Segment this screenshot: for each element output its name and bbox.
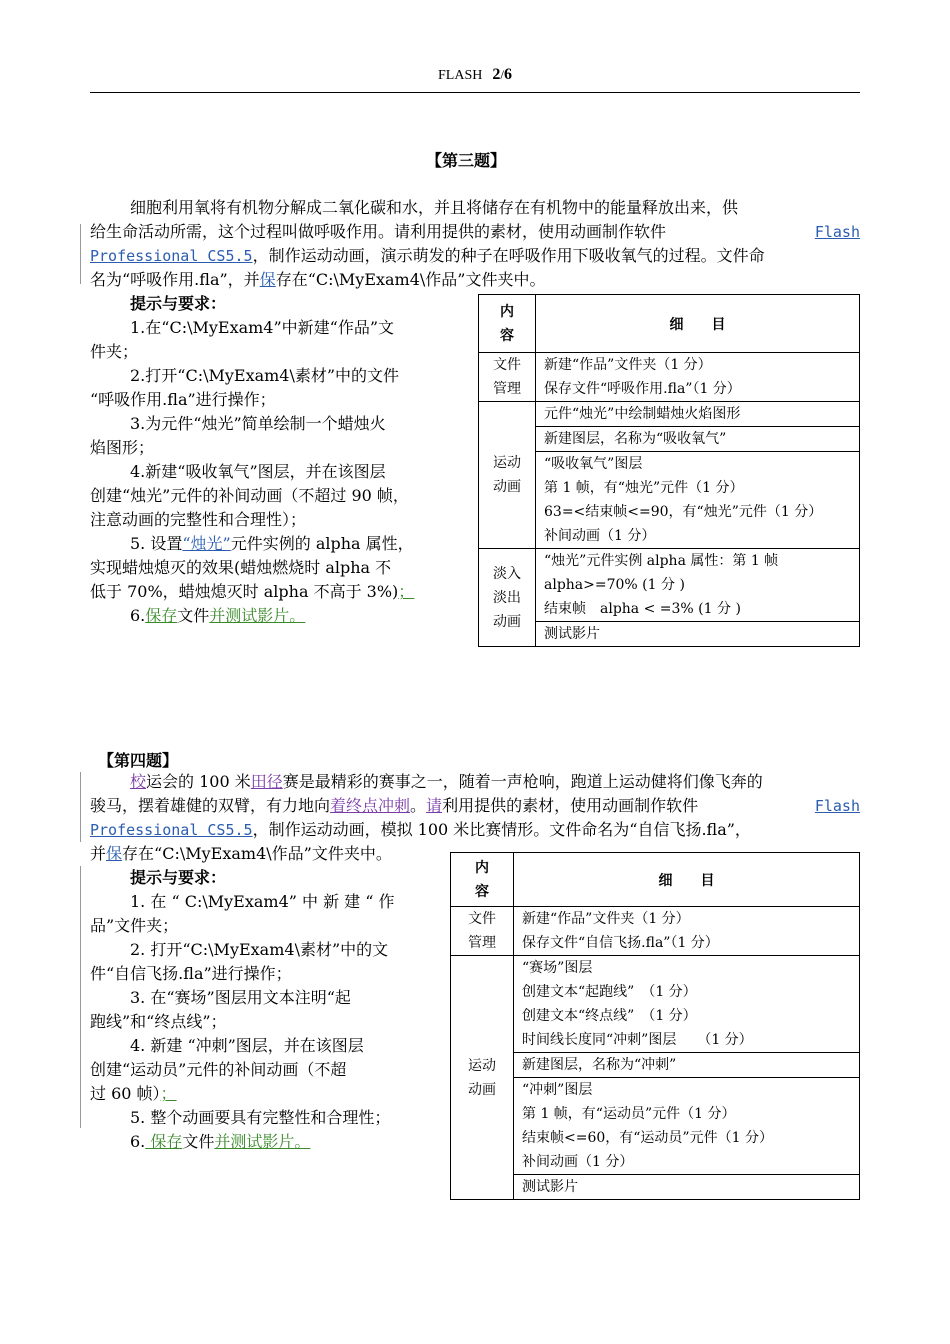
q4-intro-text: 存在“C:\MyExam4\作品”文件夹中。 [122, 844, 392, 863]
table-header-row [479, 295, 860, 353]
row-detail [536, 353, 860, 402]
row-label [479, 402, 536, 549]
q3-intro [90, 196, 860, 292]
label-text: 文件 [493, 357, 521, 373]
req-line: 4.新建“吸收氧气”图层，并在该图层 [130, 462, 386, 481]
header-label: FLASH [438, 68, 483, 83]
detail-line: 补间动画（1 分） [522, 1154, 634, 1170]
row-detail [536, 427, 860, 452]
req-text: 过 60 帧） [90, 1084, 161, 1103]
inserted-text: 保存 [145, 606, 178, 625]
row-detail [514, 1053, 860, 1078]
label-text: 动画 [468, 1081, 496, 1098]
edited-text: 着终点冲刺 [330, 796, 411, 815]
req-line: 注意动画的完整性和合理性）； [90, 510, 307, 529]
inserted-text: 并测试影片。 [209, 606, 306, 625]
req-line: 件“自信飞扬.fla”进行操作； [90, 964, 292, 983]
q4-intro-line [90, 794, 860, 818]
q3-intro-text: 存在“C:\MyExam4\作品”文件夹中。 [275, 270, 546, 289]
req-line: 1.在“C:\MyExam4”中新建“作品”文 [130, 318, 395, 337]
req-line: “呼吸作用.fla”进行操作； [90, 390, 276, 409]
label-text: 文件 [468, 911, 496, 927]
inserted-text: 并测试影片。 [214, 1132, 311, 1151]
req-line: 创建“烛光”元件的补间动画（不超过 90 帧， [90, 486, 409, 505]
edited-text: 校 [130, 772, 147, 791]
table-row [479, 452, 860, 549]
flash-professional-link[interactable]: Professional CS5.5 [90, 821, 253, 839]
q3-intro-line [90, 220, 860, 244]
req-line [90, 532, 470, 556]
label-text: 动画 [493, 613, 521, 630]
q3-intro-line [90, 268, 860, 292]
q4-intro-text: 利用提供的素材，使用动画制作软件 [442, 796, 699, 815]
detail-line: 新建图层，名称为“吸收氧气” [544, 431, 727, 447]
row-detail [536, 549, 860, 622]
detail-line: 时间线长度同“冲刺”图层 （1 分） [522, 1032, 753, 1048]
row-detail [514, 1078, 860, 1175]
row-detail [536, 452, 860, 549]
detail-line: 63=<结束帧<=90，有“烛光”元件（1 分） [544, 504, 823, 520]
q4-intro-text: 骏马，摆着雄健的双臂，有力地向 [90, 796, 331, 815]
revision-bar [80, 866, 81, 1128]
detail-line: 新建图层，名称为“冲刺” [522, 1057, 677, 1073]
row-detail [536, 622, 860, 647]
q4-scoring-table [450, 852, 860, 1200]
row-label [451, 907, 514, 956]
detail-line: “冲刺”图层 [522, 1082, 593, 1098]
label-text: 运动 [493, 455, 521, 471]
revision-bar [80, 224, 81, 284]
req-text: 6. [130, 1132, 146, 1151]
detail-line: 第 1 帧，有“运动员”元件（1 分） [522, 1106, 736, 1122]
detail-line: “烛光”元件实例 alpha 属性：第 1 帧 [544, 553, 779, 569]
req-line: 焰图形； [90, 438, 155, 457]
revision-bar [80, 772, 81, 842]
page-number: 2 [492, 66, 501, 83]
req-line [90, 1082, 440, 1106]
req-line: 跑线”和“终点线”； [90, 1012, 227, 1031]
flash-professional-link[interactable]: Professional CS5.5 [90, 247, 253, 265]
table-header-row [451, 853, 860, 907]
q3-requirements [90, 292, 470, 628]
label-text: 淡出 [493, 589, 521, 606]
table-row [451, 956, 860, 1053]
q3-intro-line [90, 244, 860, 268]
row-detail [514, 907, 860, 956]
req-line: 3.为元件“烛光”简单绘制一个蜡烛火 [130, 414, 386, 433]
detail-line: alpha>=70% (1 分 ) [544, 577, 685, 593]
detail-line: “吸收氧气”图层 [544, 456, 643, 472]
page-total: 6 [503, 66, 512, 83]
req-line [90, 580, 470, 604]
table-header-detail: 细 目 [514, 853, 860, 907]
req-line: 4. 新建 “冲刺”图层，并在该图层 [130, 1036, 364, 1055]
row-detail [514, 1175, 860, 1200]
req-line: 1. 在 “ C:\MyExam4” 中 新 建 “ 作 [130, 892, 395, 911]
table-row [479, 622, 860, 647]
detail-line: 结束帧 alpha < =3% (1 分 ) [544, 601, 741, 617]
detail-line: 保存文件“自信飞扬.fla”（1 分） [522, 935, 719, 951]
req-text: 低于 70%，蜡烛熄灭时 alpha 不高于 3%) [90, 582, 399, 601]
edited-text: 田径 [250, 772, 283, 791]
req-text: 文件 [177, 606, 210, 625]
inserted-text: ； [160, 1084, 177, 1103]
header-text: 内 [475, 859, 489, 876]
flash-link[interactable]: Flash [814, 223, 860, 241]
q4-intro-line [90, 818, 860, 842]
req-line: 3. 在“赛场”图层用文本注明“起 [130, 988, 351, 1007]
q3-intro-text: 名为“呼吸作用.fla”，并 [90, 270, 260, 289]
q4-intro-line [90, 770, 860, 794]
q4-intro-text: 并 [90, 844, 107, 863]
req-line: 创建“运动员”元件的补间动画（不超 [90, 1060, 347, 1079]
detail-line: 元件“烛光”中绘制蜡烛火焰图形 [544, 406, 741, 422]
req-line: 件夹； [90, 342, 139, 361]
flash-link[interactable]: Flash [814, 797, 860, 815]
detail-line: 第 1 帧，有“烛光”元件（1 分） [544, 480, 744, 496]
label-text: 运动 [468, 1057, 496, 1074]
page-header [90, 66, 860, 93]
detail-line: 保存文件“呼吸作用.fla”（1 分） [544, 381, 741, 397]
req-line: 实现蜡烛熄灭的效果(蜡烛燃烧时 alpha 不 [90, 558, 392, 577]
q4-intro-text: 运会的 100 米 [146, 772, 251, 791]
page-separator: / [500, 67, 504, 82]
req-line: 2. 打开“C:\MyExam4\素材”中的文 [130, 940, 389, 959]
q3-intro-line: 细胞利用氧将有机物分解成二氧化碳和水，并且将储存在有机物中的能量释放出来，供 [130, 198, 739, 217]
table-header-content [479, 295, 536, 353]
label-text: 动画 [493, 479, 521, 495]
detail-line: “赛场”图层 [522, 960, 593, 976]
req-line: 品”文件夹； [90, 916, 179, 935]
req-text: 5. 设置 [130, 534, 183, 553]
table-row [451, 907, 860, 956]
req-line: 5. 整个动画要具有完整性和合理性； [130, 1108, 391, 1127]
detail-line: 测试影片 [544, 626, 600, 642]
row-detail [536, 402, 860, 427]
q4-title: 【第四题】 [98, 751, 179, 770]
detail-line: 结束帧<=60，有“运动员”元件（1 分） [522, 1130, 773, 1146]
candle-link[interactable]: “烛光” [182, 534, 231, 553]
req-heading: 提示与要求： [130, 868, 227, 887]
label-text: 管理 [493, 381, 521, 397]
q4-intro-text: 赛是最精彩的赛事之一，随着一声枪响，跑道上运动健将们像飞奔的 [282, 772, 763, 791]
q3-intro-text: 给生命活动所需，这个过程叫做呼吸作用。请利用提供的素材，使用动画制作软件 [90, 222, 667, 241]
req-text: 6. [130, 606, 146, 625]
row-detail [514, 956, 860, 1053]
table-header-content [451, 853, 514, 907]
req-line [90, 604, 470, 628]
save-link[interactable]: 保 [259, 270, 276, 289]
req-heading: 提示与要求： [130, 294, 227, 313]
label-text: 管理 [468, 935, 496, 951]
label-text: 淡入 [493, 565, 521, 582]
q3-scoring-table [478, 294, 860, 647]
q4-intro-text: ，制作运动动画，模拟 100 米比赛情形。文件命名为“自信飞扬.fla”， [252, 820, 751, 839]
table-header-detail: 细 目 [536, 295, 860, 353]
detail-line: 测试影片 [522, 1179, 578, 1195]
req-line: 2.打开“C:\MyExam4\素材”中的文件 [130, 366, 400, 385]
header-text: 容 [500, 327, 514, 344]
table-row [479, 402, 860, 427]
row-label [479, 353, 536, 402]
q3-title: 【第三题】 [426, 151, 507, 170]
detail-line: 补间动画（1 分） [544, 528, 656, 544]
edited-text: 请 [426, 796, 443, 815]
row-label [451, 956, 514, 1200]
detail-line: 新建“作品”文件夹（1 分） [544, 357, 712, 373]
table-row [479, 549, 860, 622]
q4-requirements [90, 866, 440, 1154]
inserted-text: ； [398, 582, 415, 601]
detail-line: 创建文本“起跑线” （1 分） [522, 984, 697, 1000]
table-row [479, 353, 860, 402]
save-link[interactable]: 保 [106, 844, 123, 863]
detail-line: 创建文本“终点线” （1 分） [522, 1008, 697, 1024]
header-text: 内 [500, 303, 514, 320]
row-label [479, 549, 536, 647]
detail-line: 新建“作品”文件夹（1 分） [522, 911, 690, 927]
q4-intro-text: 。 [410, 796, 427, 815]
inserted-text: 保存 [145, 1132, 183, 1151]
header-text: 容 [475, 883, 489, 900]
q3-intro-text: ，制作运动动画，演示萌发的种子在呼吸作用下吸收氧气的过程。文件命 [252, 246, 765, 265]
req-line [90, 1130, 440, 1154]
table-row [479, 427, 860, 452]
req-text: 元件实例的 alpha 属性， [230, 534, 414, 553]
req-text: 文件 [182, 1132, 215, 1151]
